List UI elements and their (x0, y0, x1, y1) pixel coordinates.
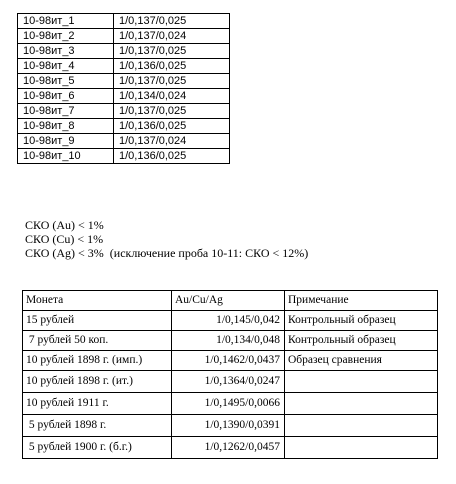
table-row (23, 331, 438, 351)
note-au: СКО (Au) < 1% (25, 218, 104, 232)
table-row (18, 14, 230, 29)
header-note: Примечание (285, 291, 438, 311)
ratio-cell: 1/0,1364/0,0247 (172, 371, 285, 393)
ratio-cell: 1/0,137/0,025 (114, 14, 230, 29)
table-row (18, 149, 230, 164)
note-cell: Образец сравнения (285, 351, 438, 371)
table-row (23, 437, 438, 459)
ratio-cell: 1/0,136/0,025 (114, 119, 230, 134)
note-cell: Контрольный образец (285, 331, 438, 351)
sample-id-cell: 10-98ит_9 (18, 134, 114, 149)
table-row (18, 74, 230, 89)
coin-cell: 5 рублей 1898 г. (23, 415, 172, 437)
coin-cell: 5 рублей 1900 г. (б.г.) (23, 437, 172, 459)
ratio-cell: 1/0,134/0,048 (172, 331, 285, 351)
table-row (23, 351, 438, 371)
note-cell (285, 437, 438, 459)
header-coin: Монета (23, 291, 172, 311)
sample-id-cell: 10-98ит_5 (18, 74, 114, 89)
sample-id-cell: 10-98ит_10 (18, 149, 114, 164)
deviation-notes (25, 218, 308, 260)
note-cell: Контрольный образец (285, 311, 438, 331)
table-row (23, 415, 438, 437)
note-cell (285, 371, 438, 393)
sample-id-cell: 10-98ит_6 (18, 89, 114, 104)
ratio-cell: 1/0,1495/0,0066 (172, 393, 285, 415)
sample-ratio-table (17, 13, 230, 164)
note-cu: СКО (Cu) < 1% (25, 232, 104, 246)
table-row (18, 89, 230, 104)
header-row (23, 291, 438, 311)
ratio-cell: 1/0,136/0,025 (114, 59, 230, 74)
note-cell (285, 415, 438, 437)
coin-cell: 7 рублей 50 коп. (23, 331, 172, 351)
ratio-cell: 1/0,137/0,024 (114, 134, 230, 149)
table-row (18, 119, 230, 134)
coin-cell: 10 рублей 1898 г. (ит.) (23, 371, 172, 393)
sample-id-cell: 10-98ит_3 (18, 44, 114, 59)
sample-id-cell: 10-98ит_7 (18, 104, 114, 119)
ratio-cell: 1/0,137/0,025 (114, 104, 230, 119)
sample-id-cell: 10-98ит_8 (18, 119, 114, 134)
table-row (18, 104, 230, 119)
sample-id-cell: 10-98ит_1 (18, 14, 114, 29)
ratio-cell: 1/0,137/0,024 (114, 29, 230, 44)
note-ag: СКО (Ag) < 3% (исключение проба 10-11: СКО < 12%) (25, 246, 309, 260)
ratio-cell: 1/0,1462/0,0437 (172, 351, 285, 371)
table-row (23, 393, 438, 415)
coin-cell: 10 рублей 1898 г. (имп.) (23, 351, 172, 371)
header-ratio: Au/Cu/Ag (172, 291, 285, 311)
table-row (18, 44, 230, 59)
ratio-cell: 1/0,1390/0,0391 (172, 415, 285, 437)
ratio-cell: 1/0,136/0,025 (114, 149, 230, 164)
sample-id-cell: 10-98ит_2 (18, 29, 114, 44)
ratio-cell: 1/0,145/0,042 (172, 311, 285, 331)
coin-table (22, 290, 438, 459)
table-row (18, 134, 230, 149)
table-row (18, 29, 230, 44)
table-row (23, 371, 438, 393)
note-cell (285, 393, 438, 415)
table-row (18, 59, 230, 74)
coin-cell: 10 рублей 1911 г. (23, 393, 172, 415)
ratio-cell: 1/0,137/0,025 (114, 74, 230, 89)
sample-id-cell: 10-98ит_4 (18, 59, 114, 74)
table-row (23, 311, 438, 331)
coin-cell: 15 рублей (23, 311, 172, 331)
ratio-cell: 1/0,137/0,025 (114, 44, 230, 59)
ratio-cell: 1/0,1262/0,0457 (172, 437, 285, 459)
ratio-cell: 1/0,134/0,024 (114, 89, 230, 104)
